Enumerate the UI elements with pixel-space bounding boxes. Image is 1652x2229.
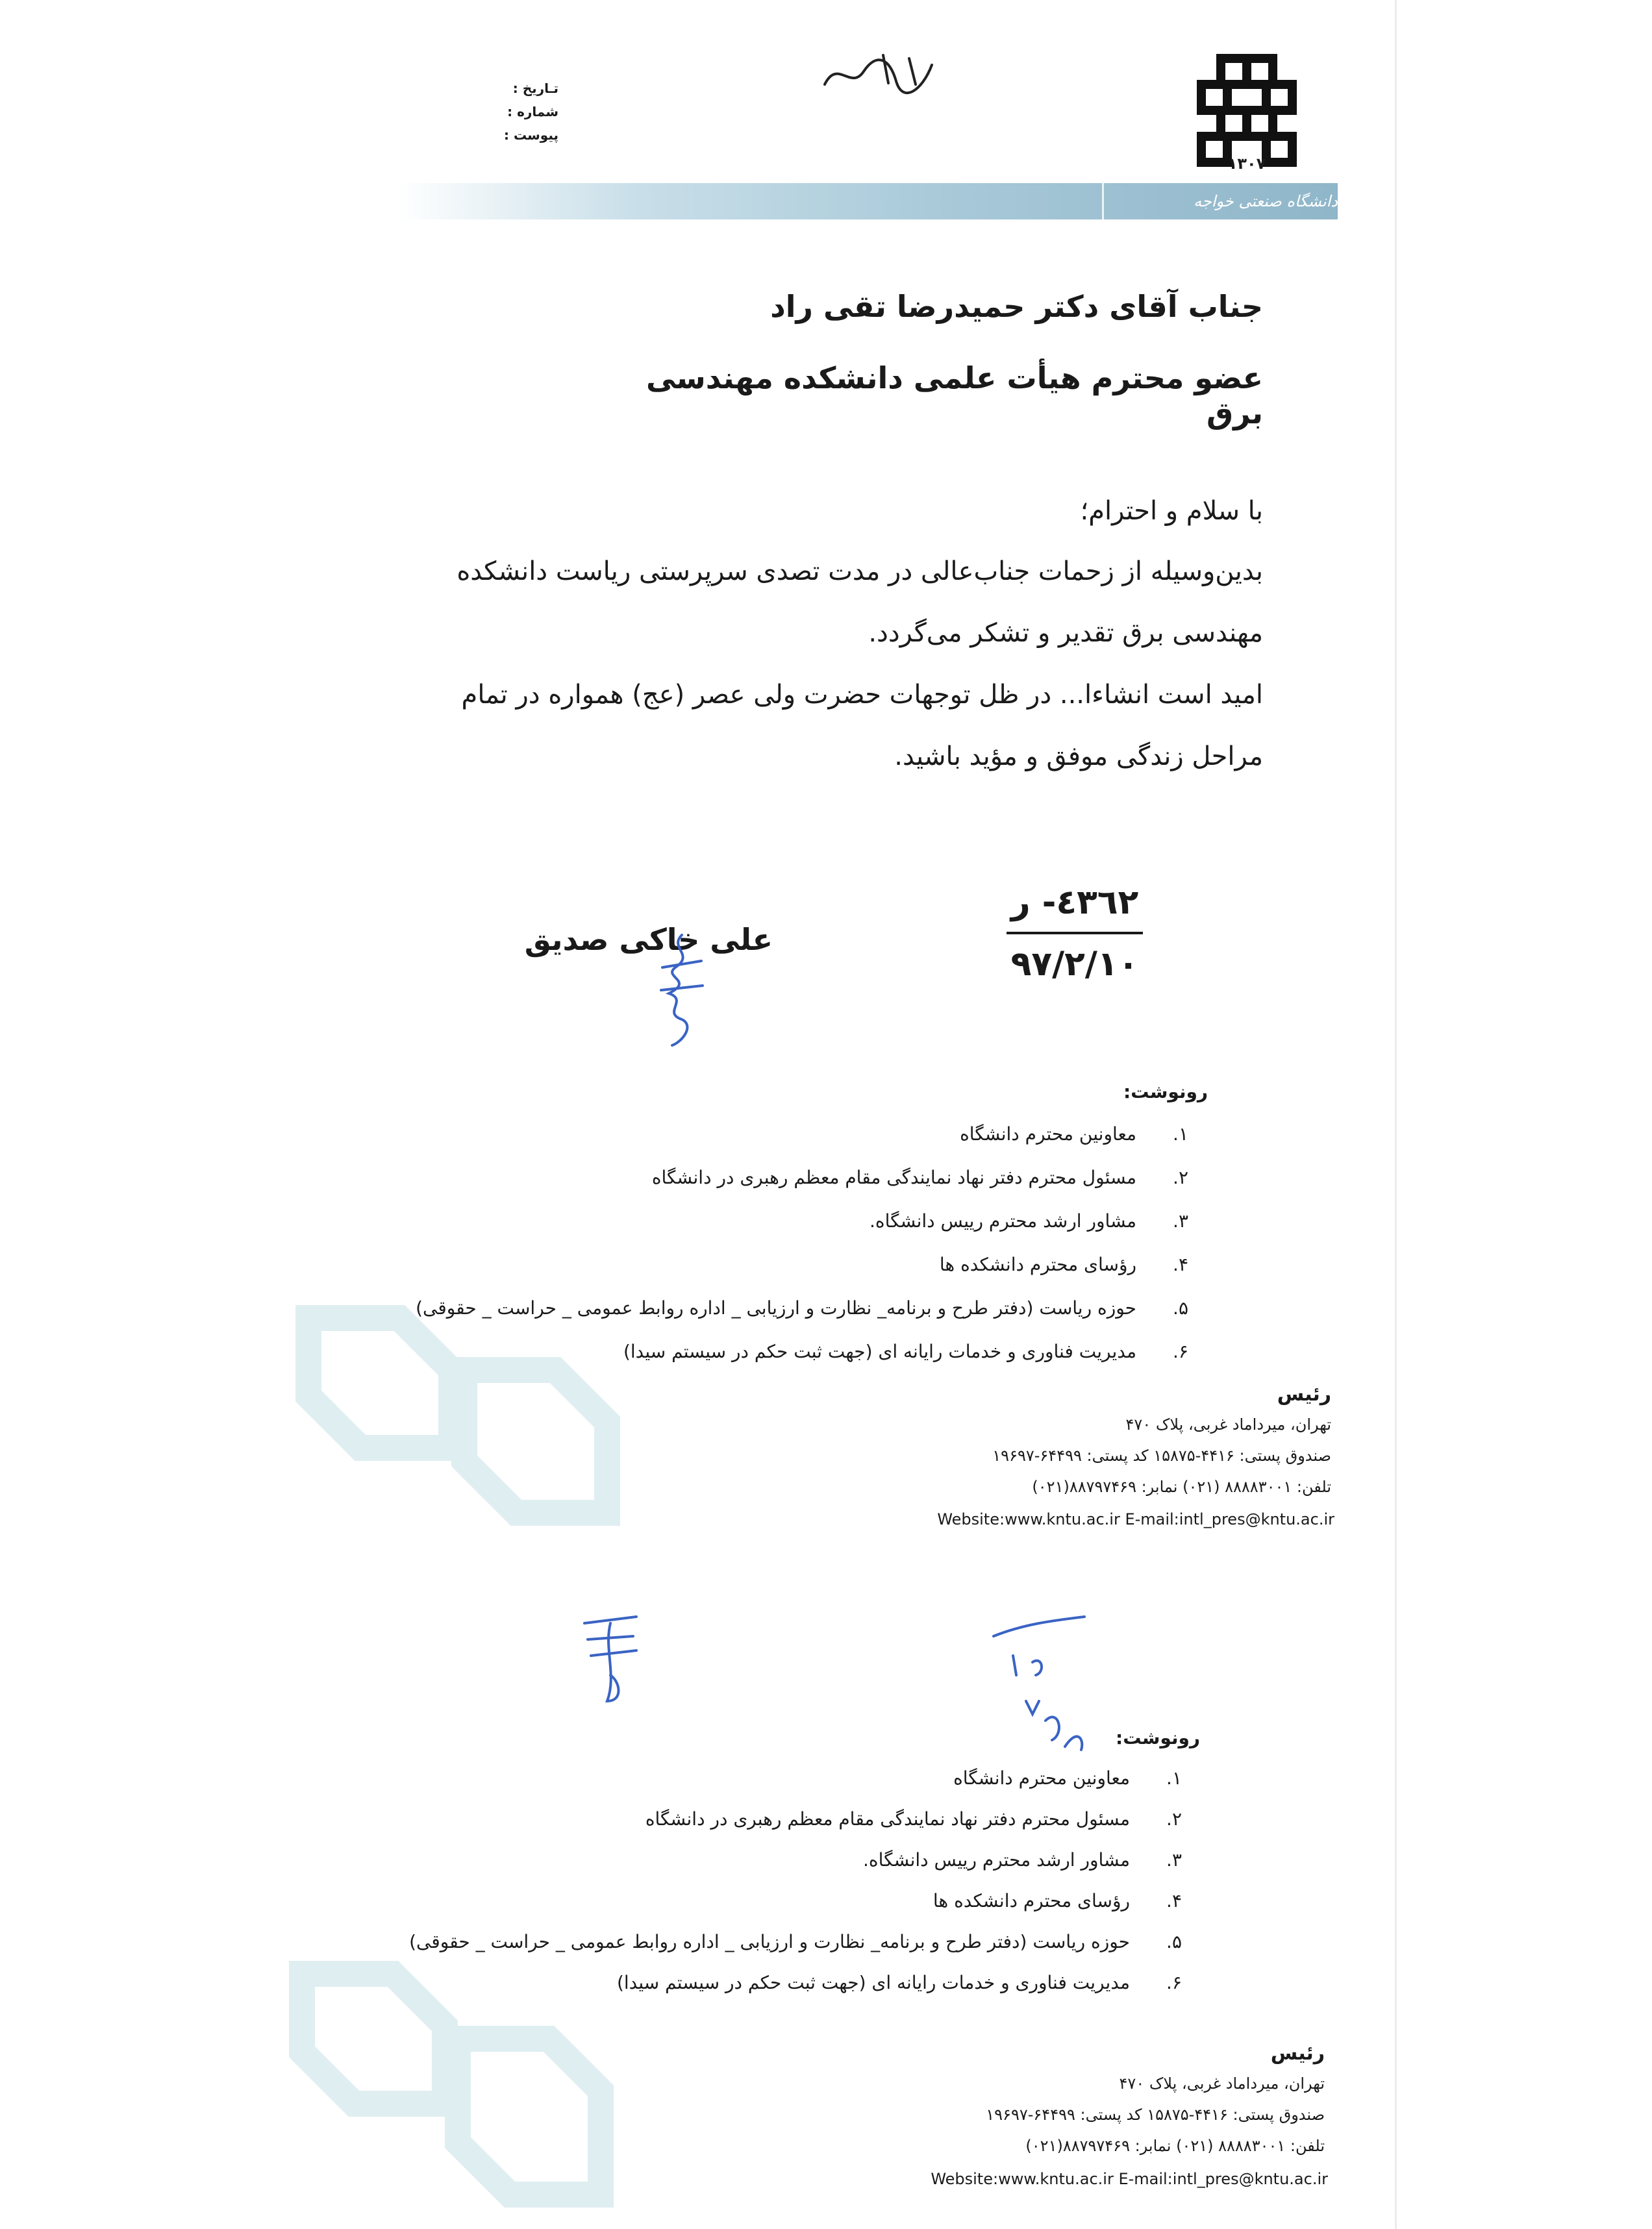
cc-item-number: .۲ (1166, 1808, 1182, 1830)
footer-title: رئیس (1277, 1383, 1331, 1406)
cc-item-number: .۳ (1173, 1210, 1188, 1232)
addressee-name: جناب آقای دکتر حمیدرضا تقی راد (770, 289, 1263, 324)
cc-heading: رونوشت: (1123, 1081, 1208, 1102)
footer-web: Website:www.kntu.ac.ir E-mail:intl_pres@kntu.ac.ir (937, 1510, 1334, 1528)
footer-title: رئیس (1270, 2042, 1325, 2065)
handwritten-initials (571, 1610, 649, 1708)
footer-phone: تلفن: ۸۸۸۸۳۰۰۱ (۰۲۱) نمابر: ۸۸۷۹۷۴۶۹(۰۲۱) (1032, 1478, 1331, 1496)
cc-item: حوزه ریاست (دفتر طرح و برنامه_ نظارت و ارزیابی _ اداره روابط عمومی _ حراست _ حقوقی) (416, 1297, 1136, 1319)
date-label: تـاریخ : (512, 81, 558, 96)
university-name: دانشگاه صنعتی خواجه نصیرالدین طوسی (1194, 192, 1338, 236)
reference-date: ٩٧/٢/١٠ (1010, 945, 1139, 984)
cc-item-number: .۴ (1166, 1890, 1182, 1911)
footer-phone: تلفن: ۸۸۸۸۳۰۰۱ (۰۲۱) نمابر: ۸۸۷۹۷۴۶۹(۰۲۱) (1025, 2137, 1325, 2155)
reference-divider (1007, 932, 1143, 934)
cc-item: مشاور ارشد محترم رییس دانشگاه. (863, 1849, 1130, 1871)
footer-po-box: صندوق پستی: ۴۴۱۶-۱۵۸۷۵ کد پستی: ۶۴۴۹۹-۱۹۶۹۷ (986, 2106, 1325, 2124)
cc-item-number: .۶ (1166, 1972, 1182, 1993)
footer-po-box: صندوق پستی: ۴۴۱۶-۱۵۸۷۵ کد پستی: ۶۴۴۹۹-۱۹۶۹۷ (992, 1447, 1331, 1465)
basmala-calligraphy (818, 45, 948, 104)
signer-name: علی خاکی صدیق (524, 922, 773, 957)
cc-heading: رونوشت: (1116, 1727, 1200, 1749)
header-band-divider (1102, 183, 1104, 219)
cc-item: حوزه ریاست (دفتر طرح و برنامه_ نظارت و ارزیابی _ اداره روابط عمومی _ حراست _ حقوقی) (409, 1931, 1130, 1952)
body-line: مراحل زندگی موفق و مؤید باشید. (894, 741, 1263, 771)
cc-item-number: .۵ (1173, 1297, 1188, 1319)
cc-item: مسئول محترم دفتر نهاد نمایندگی مقام معظم رهبری در دانشگاه (645, 1808, 1130, 1830)
attachment-label: پیوست : (503, 127, 558, 143)
body-line: بدین‌وسیله از زحمات جناب‌عالی در مدت تصدی سرپرستی ریاست دانشکده (457, 556, 1263, 586)
cc-item-number: .۱ (1166, 1767, 1182, 1789)
cc-item: رؤسای محترم دانشکده ها (939, 1254, 1136, 1275)
cc-item: مشاور ارشد محترم رییس دانشگاه. (870, 1210, 1136, 1232)
cc-item: مدیریت فناوری و خدمات رایانه ای (جهت ثبت حکم در سیستم سیدا) (616, 1972, 1130, 1993)
cc-item: رؤسای محترم دانشکده ها (932, 1890, 1130, 1911)
number-label: شماره : (507, 104, 558, 119)
cc-item-number: .۱ (1173, 1123, 1188, 1145)
cc-item: معاونین محترم دانشگاه (960, 1123, 1136, 1145)
page-edge-shadow (1395, 0, 1397, 2229)
reference-number: ٤٣٦٢- ر (1010, 883, 1139, 922)
handwritten-signature (643, 928, 721, 1052)
greeting: با سلام و احترام؛ (1080, 496, 1263, 526)
meta-labels (455, 77, 558, 147)
logo-year: ۱۳۰۷ (1227, 155, 1266, 173)
watermark-logo (289, 1948, 679, 2221)
footer-web: Website:www.kntu.ac.ir E-mail:intl_pres@kntu.ac.ir (931, 2170, 1328, 2188)
cc-item-number: .۵ (1166, 1931, 1182, 1952)
addressee-title: عضو محترم هیأت علمی دانشکده مهندسی برق (645, 360, 1263, 430)
cc-item: مسئول محترم دفتر نهاد نمایندگی مقام معظم رهبری در دانشگاه (651, 1167, 1136, 1188)
footer-address: تهران، میرداماد غربی، پلاک ۴۷۰ (1119, 2074, 1325, 2093)
cc-item-number: .۴ (1173, 1254, 1188, 1275)
watermark-logo (295, 1292, 685, 1539)
cc-item: مدیریت فناوری و خدمات رایانه ای (جهت ثبت حکم در سیستم سیدا) (623, 1341, 1136, 1362)
footer-address: تهران، میرداماد غربی، پلاک ۴۷۰ (1125, 1415, 1331, 1434)
cc-item-number: .۲ (1173, 1167, 1188, 1188)
body-line: مهندسی برق تقدیر و تشکر می‌گردد. (868, 618, 1263, 648)
body-line: امید است انشاءا... در ظل توجهات حضرت ولی عصر (عج) همواره در تمام (461, 680, 1263, 710)
cc-item-number: .۶ (1173, 1341, 1188, 1362)
cc-item: معاونین محترم دانشگاه (953, 1767, 1130, 1789)
cc-item-number: .۳ (1166, 1849, 1182, 1871)
